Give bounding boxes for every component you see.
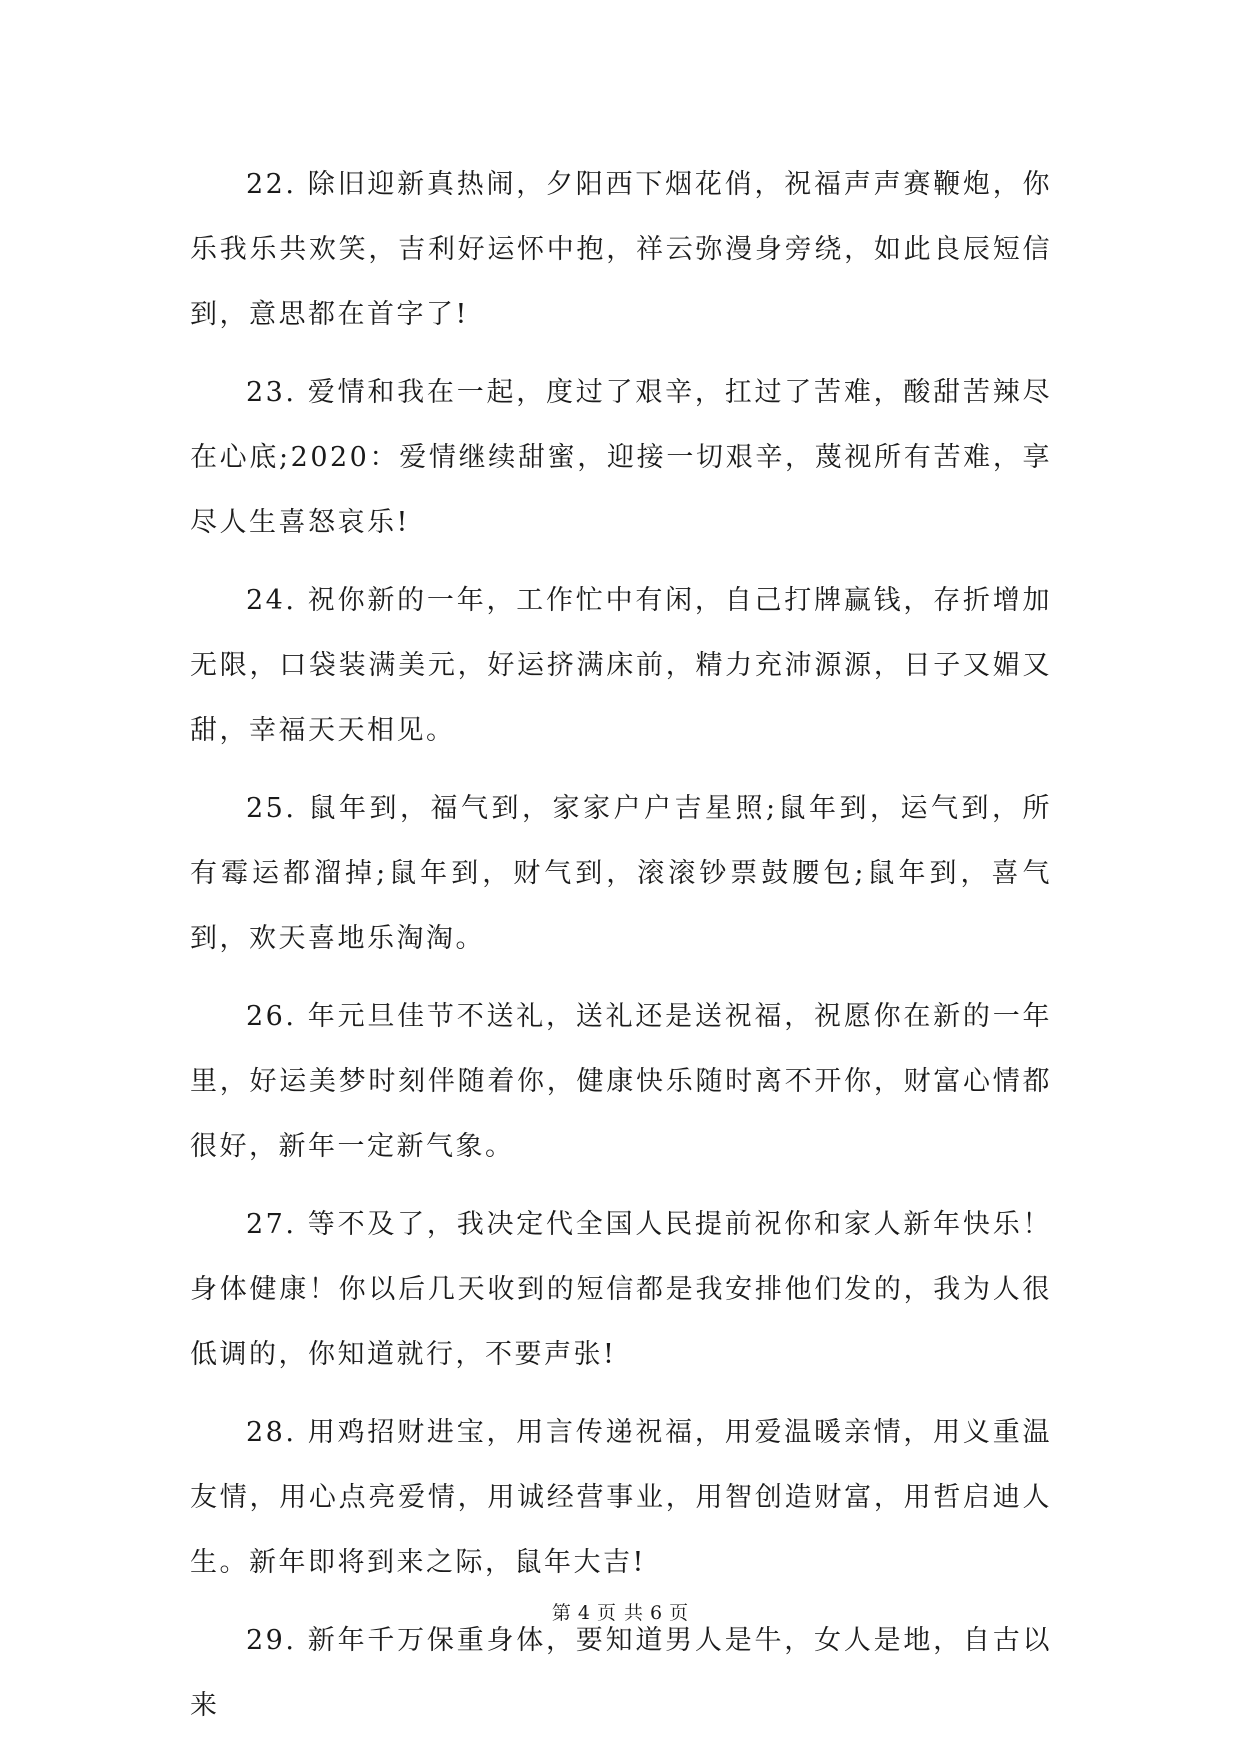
footer-suffix: 页 (669, 1602, 690, 1624)
paragraph-28: 28. 用鸡招财进宝，用言传递祝福，用爱温暖亲情，用义重温友情，用心点亮爱情，用诚经营事业，用智创造财富，用哲启迪人生。新年即将到来之际，鼠年大吉! (190, 1417, 1052, 1578)
footer-total-pages: 6 (650, 1602, 664, 1624)
page-footer (0, 1598, 1241, 1625)
footer-middle: 页 共 (596, 1602, 645, 1624)
paragraph-22: 22. 除旧迎新真热闹，夕阳西下烟花俏，祝福声声赛鞭炮，你乐我乐共欢笑，吉利好运怀中抱，祥云弥漫身旁绕，如此良辰短信到，意思都在首字了! (190, 169, 1052, 330)
document-body (190, 152, 1052, 1751)
paragraph-27: 27. 等不及了，我决定代全国人民提前祝你和家人新年快乐！身体健康！你以后几天收到的短信都是我安排他们发的，我为人很低调的，你知道就行，不要声张! (190, 1209, 1052, 1370)
paragraph-23: 23. 爱情和我在一起，度过了艰辛，扛过了苦难，酸甜苦辣尽在心底;2020：爱情继续甜蜜，迎接一切艰辛，蔑视所有苦难，享尽人生喜怒哀乐! (190, 377, 1052, 538)
footer-page-number: 4 (577, 1602, 591, 1624)
paragraph-29: 29. 新年千万保重身体，要知道男人是牛，女人是地，自古以来 (190, 1625, 1052, 1721)
paragraph-26: 26. 年元旦佳节不送礼，送礼还是送祝福，祝愿你在新的一年里，好运美梦时刻伴随着你，健康快乐随时离不开你，财富心情都很好，新年一定新气象。 (190, 1001, 1052, 1162)
footer-prefix: 第 (551, 1602, 572, 1624)
paragraph-24: 24. 祝你新的一年，工作忙中有闲，自己打牌赢钱，存折增加无限，口袋装满美元，好运挤满床前，精力充沛源源，日子又媚又甜，幸福天天相见。 (190, 585, 1052, 746)
paragraph-25: 25. 鼠年到，福气到，家家户户吉星照;鼠年到，运气到，所有霉运都溜掉;鼠年到，财气到，滚滚钞票鼓腰包;鼠年到，喜气到，欢天喜地乐淘淘。 (190, 793, 1052, 954)
